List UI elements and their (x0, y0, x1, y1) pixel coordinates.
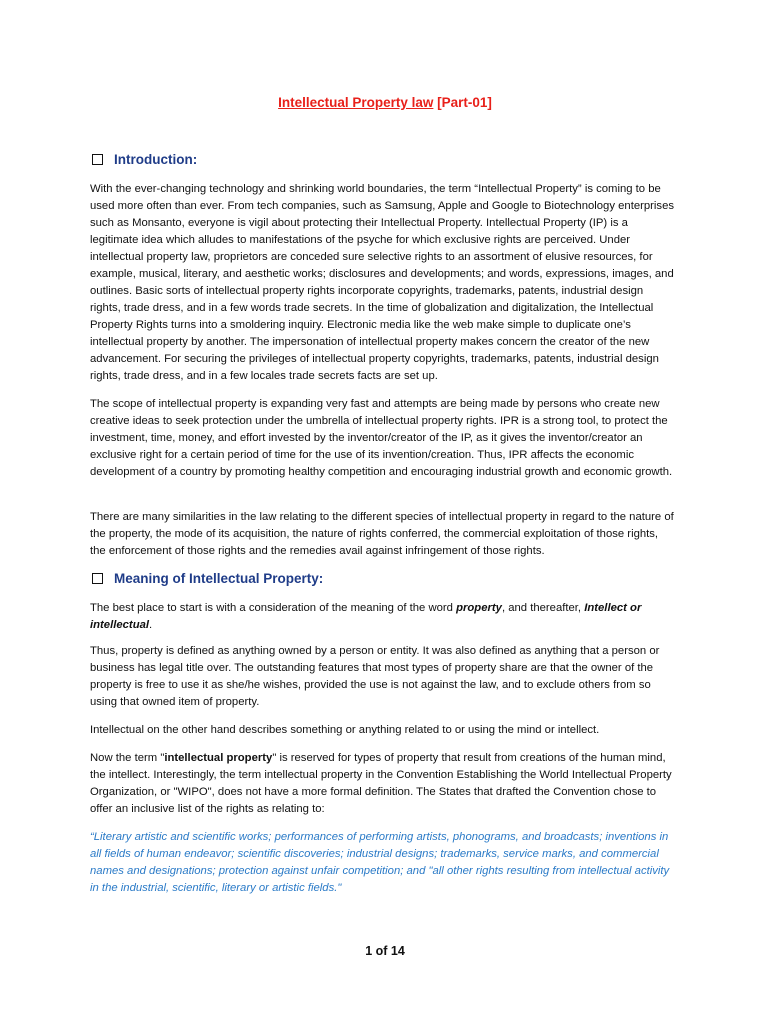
bold-term: intellectual property (164, 752, 273, 764)
document-page (90, 0, 680, 1024)
paragraph (90, 750, 675, 818)
text-run: The best place to start is with a consideration of the meaning of the word (90, 602, 457, 614)
text-run: , and thereafter, (501, 602, 585, 614)
text-run: . (149, 619, 153, 631)
page-number: 1 of 14 (365, 944, 405, 958)
paragraph: The scope of intellectual property is expanding very fast and attempts are being made by persons who create new creative ideas to seek protection under the umbrella of intellectual property rights. IPR is a strong tool, to protect the investment, time, money, and effort invested by the inventor/creator of the IP, as it gives the inventor/creator an exclusive right for a certain period of time for the use of its invention/creation. Thus, IPR affects the economic development of a country by promoting healthy competition and encouraging industrial growth and economic growth. (90, 398, 673, 478)
title-part-text: [Part-01] (433, 95, 492, 110)
paragraph: With the ever-changing technology and shrinking world boundaries, the term “Intellectual Property” is coming to be used more often than ever. From tech companies, such as Samsung, Apple and Google to Biotechnology enterprises such as Monsanto, everyone is vigil about protecting their Intellectual Property. Intellectual Property (IP) is a legitimate idea which alludes to manifestations of the psyche for which exclusive rights are perceived. Under intellectual property law, proprietors are conceded sure selective rights to an assortment of elusive resources, for example, musical, literary, and aesthetic works; disclosures and developments; and words, expressions, images, and outlines. Basic sorts of intellectual property rights incorporate copyrights, trademarks, patents, industrial design rights, trade dress, and in a few words trade secrets. In the time of globalization and digitalization, the Intellectual Property Rights turns into a smoldering inquiry. Electronic media like the web make simple to duplicate one’s intellectual property by another. The impersonation of intellectual property makes concern the creator of the new advancement. For securing the privileges of intellectual property copyrights, trademarks, patents, industrial design rights, trade dress, and in a few locales trade secrets facts are set up. (90, 183, 675, 382)
heading-text: Introduction: (114, 152, 198, 167)
paragraph: Thus, property is defined as anything owned by a person or entity. It was also defined as anything that a person or business has legal title over. The outstanding features that most types of property share are that the owner of the property is free to use it as she/he wishes, provided the use is not against the law, and to exclude others from so using that owned item of property. (90, 645, 660, 708)
checkbox-bullet-icon (92, 154, 103, 165)
document-title (90, 95, 680, 110)
text-run: Now the term " (90, 752, 165, 764)
title-main-text: Intellectual Property law (278, 95, 434, 110)
checkbox-bullet-icon (92, 573, 103, 584)
heading-text: Meaning of Intellectual Property: (114, 571, 324, 586)
section-heading-introduction (92, 152, 197, 167)
text-run: " is reserved for types of property that result from creations of the human mind, the intellect. Interestingly, the term intellectual property in the Convention Establishing the World Intellectual Property Organization, or "WIPO", does not have a more formal definition. The States that drafted the Convention chose to offer an inclusive list of the rights as relating to: (90, 752, 672, 815)
paragraph: There are many similarities in the law relating to the different species of intellectual property in regard to the nature of the property, the mode of its acquisition, the nature of rights conferred, the commercial exploitation of those rights, the enforcement of those rights and the remedies avail against infringement of those rights. (90, 511, 674, 557)
emphasized-word: Intellect or intellectual (90, 602, 642, 631)
section-heading-meaning (92, 571, 323, 586)
paragraph: Intellectual on the other hand describes something or anything related to or using the mind or intellect. (90, 724, 600, 736)
emphasized-word: property (456, 602, 502, 614)
block-quote: “Literary artistic and scientific works; performances of performing artists, phonograms, and broadcasts; inventions in all fields of human endeavor; scientific discoveries; industrial designs; trademarks, service marks, and commercial names and designations; protection against unfair competition; and "all other rights resulting from intellectual activity in the industrial, scientific, literary or artistic fields." (90, 831, 670, 894)
paragraph (90, 600, 675, 634)
